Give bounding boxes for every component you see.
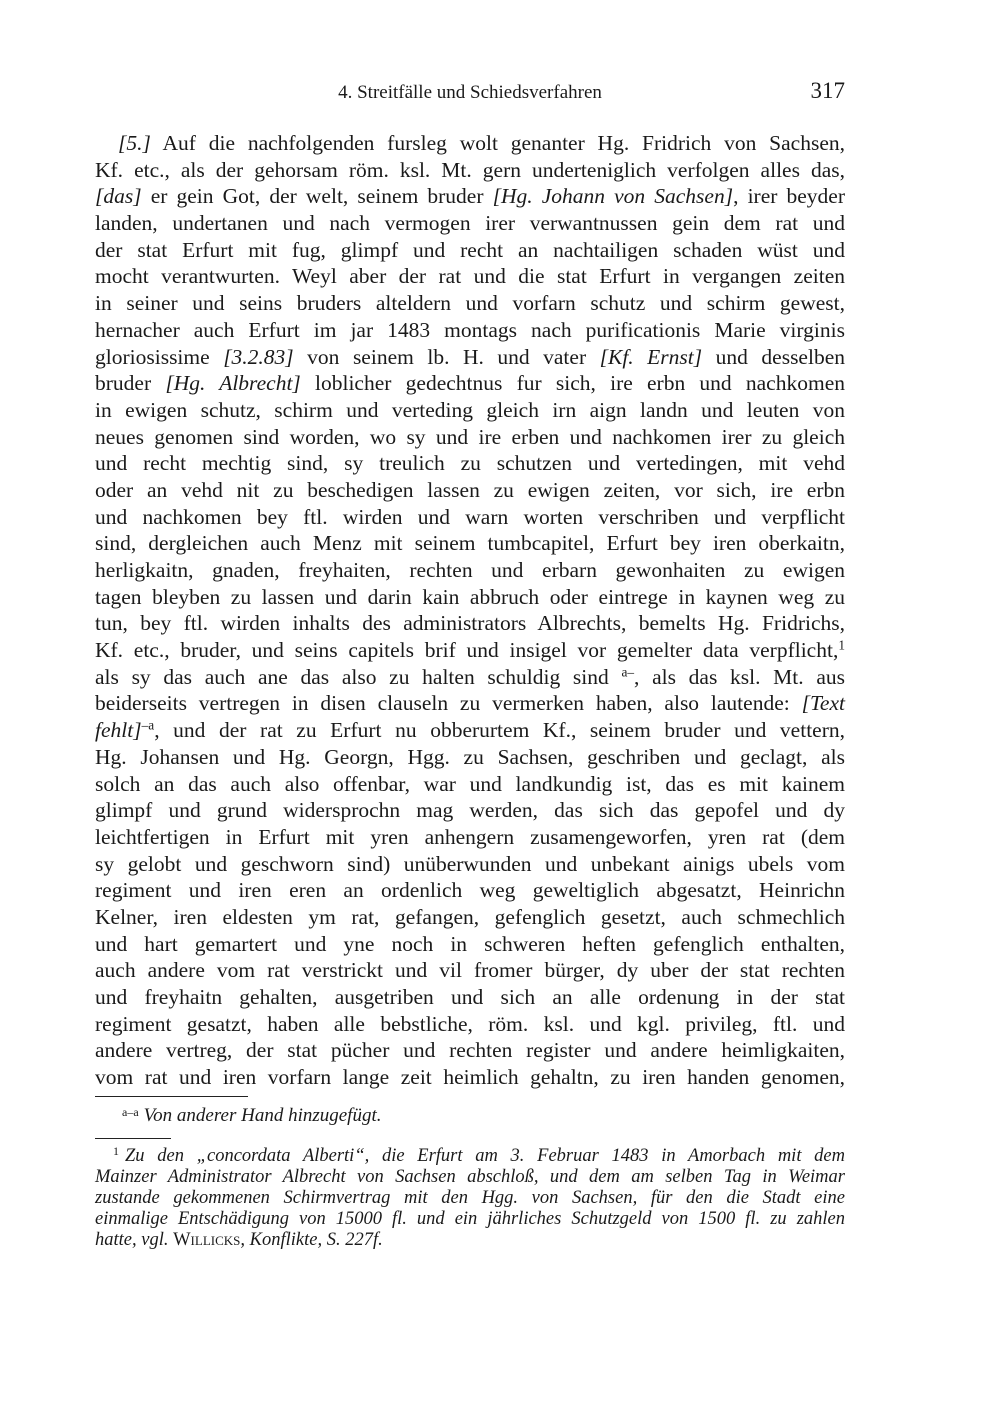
text-segment: in seiner und seins bruders alteldern und vorfarn schutz und schirm gewest, (95, 291, 845, 316)
text-segment: hatte, vgl. (95, 1230, 174, 1250)
text-line (95, 957, 845, 984)
text-line (95, 1209, 845, 1230)
text-line (95, 370, 845, 397)
text-line (95, 584, 845, 611)
text-line (95, 557, 845, 584)
text-line (95, 450, 845, 477)
text-segment: sind, dergleichen auch Menz mit seinem tumbcapitel, Erfurt bey iren oberkaitn, (95, 531, 845, 556)
text-segment: regiment gesatzt, haben alle bebstliche, röm. ksl. und kgl. privileg, ftl. und (95, 1011, 845, 1036)
text-line (95, 1011, 845, 1038)
text-segment: landen, undertanen und nach vermogen irer verwantnussen gein dem rat und (95, 211, 845, 236)
editorial-note: [5.] (118, 131, 151, 155)
text-segment: und hart gemartert und yne noch in schweren heften gefenglich enthalten, (95, 931, 845, 956)
editorial-note: [Hg. Albrecht] (165, 371, 301, 396)
text-segment: Mainzer Administrator Albrecht von Sachsen abschloß, und dem am selben Tag in Weimar (95, 1167, 845, 1187)
text-line (95, 610, 845, 637)
text-line (95, 690, 845, 717)
footnote-reference: 1 (838, 637, 845, 653)
footnote-reference: a– (621, 664, 635, 680)
text-segment: Kf. etc., bruder, und seins capitels brif und insigel vor gemelter data verpflicht, (95, 638, 839, 663)
text-segment: oder an vehd nit zu beschedigen lassen zu ewigen zeiten, vor sich, ire erbn (95, 477, 845, 502)
text-segment: und recht mechtig sind, sy treulich zu schutzen und vertedingen, mit vehd (95, 451, 845, 476)
text-segment: tun, bey ftl. wirden inhalts des administrators Albrechts, bemelts Hg. Fridrichs, (95, 611, 845, 636)
text-segment: zustande gekommenen Schirmvertrag mit den Hgg. von Sachsen, für den die Stadt eine (95, 1188, 845, 1208)
text-segment: Zu den „concordata Alberti“, die Erfurt am 3. Februar 1483 in Amorbach mit dem (125, 1146, 845, 1166)
text-line (95, 1230, 845, 1251)
text-segment: Auf die nachfolgenden fursleg wolt genanter Hg. Fridrich von Sachsen, (150, 131, 845, 155)
text-segment: , Konflikte, S. 227f. (240, 1230, 383, 1250)
text-line (95, 317, 845, 344)
text-line (95, 1146, 845, 1167)
text-segment: hernacher auch Erfurt im jar 1483 montags nach purificationis Marie virginis (95, 317, 845, 342)
text-segment: sy gelobt und geschworn sind) unüberwunden und unbekant ainigs ubels vom (95, 851, 845, 876)
text-segment: andere vertreg, der stat pücher und rechten register und andere heimligkaiten, (95, 1038, 845, 1063)
text-segment: in ewigen schutz, schirm und verteding gleich irn aign landn und leuten von (95, 397, 845, 422)
text-line (95, 210, 845, 237)
text-segment: auch andere vom rat verstrickt und vil fromer bürger, dy uber der stat rechten (95, 958, 845, 983)
text-segment: beiderseits vertregen in disen clauseln zu vermerken haben, also lautende: (95, 691, 802, 716)
footnote-reference: 1 (113, 1144, 119, 1158)
editorial-note: fehlt] (95, 718, 142, 743)
text-line (95, 744, 845, 771)
text-line (95, 130, 845, 157)
text-segment: , und der rat zu Erfurt nu obberurtem Kf., seinem bruder und vettern, (154, 718, 845, 743)
text-segment: loblicher gedechtnus fur sich, ire erbn und nachkomen (300, 371, 845, 396)
text-segment: herligkaitn, gnaden, freyhaiten, rechten und erbarn gewonhaiten zu ewigen (95, 558, 845, 582)
text-segment: und desselben (702, 344, 845, 369)
text-segment: er gein Got, der welt, seinem bruder (141, 184, 493, 209)
text-segment: vom rat und iren vorfarn lange zeit heimlich gehaltn, zu iren handen genomen, (95, 1065, 845, 1090)
text-segment: solch an das auch also offenbar, war und landkundig ist, das es mit kainem (95, 771, 845, 796)
text-segment: als sy das auch ane das also zu halten schuldig sind (95, 664, 622, 689)
text-line (95, 157, 845, 184)
text-segment: Kf. etc., als der gehorsam röm. ksl. Mt. gern underteniglich verfolgen alles das, (95, 157, 845, 182)
page-number: 317 (810, 78, 845, 103)
text-line (95, 237, 845, 264)
text-segment: und freyhaitn gehalten, ausgetriben und sich an alle ordenung in der stat (95, 985, 845, 1009)
text-line (95, 290, 845, 317)
text-line (95, 984, 845, 1011)
editorial-note: [Text (801, 691, 845, 716)
text-line (95, 1037, 845, 1064)
text-segment: tagen bleyben zu lassen und darin kain abbruch oder eintrege in kaynen weg zu (95, 584, 845, 609)
text-segment: , als das ksl. Mt. aus (634, 664, 845, 689)
text-line (95, 664, 845, 691)
text-segment: neues genomen sind worden, wo sy und ire erben und nachkomen irer zu gleich (95, 424, 845, 449)
text-segment: regiment und iren eren an ordenlich weg geweltiglich abgesatzt, Heinrichn (95, 878, 845, 903)
footnote-a-text: Von anderer Hand hinzugefügt. (143, 1105, 382, 1126)
text-line (95, 1167, 845, 1188)
text-line (95, 877, 845, 904)
text-line (95, 824, 845, 851)
text-line (95, 504, 845, 531)
text-segment: und nachkomen bey ftl. wirden und warn worten verschriben und verpflicht (95, 504, 845, 529)
text-line (95, 771, 845, 798)
text-segment: glimpf und grund widersprochn mag werden, das sich das gepofel und dy (95, 798, 845, 823)
text-line (95, 263, 845, 290)
editorial-note: [Hg. Johann von Sachsen] (492, 184, 734, 209)
text-segment: bruder (95, 371, 166, 396)
text-segment: , irer beyder (733, 184, 845, 209)
text-segment: der stat Erfurt mit fug, glimpf und recht an nachtailigen schaden wüst und (95, 237, 845, 262)
text-segment: einmalige Entschädigung von 15000 fl. und ein jährliches Schutzgeld von 1500 fl. zu zahlen (95, 1209, 845, 1229)
text-line (95, 904, 845, 931)
text-line (95, 1188, 845, 1209)
text-line (95, 1064, 845, 1091)
text-line (95, 183, 845, 210)
main-text (95, 130, 845, 1091)
footnote-1 (95, 1146, 845, 1251)
text-line (95, 851, 845, 878)
text-line (95, 530, 845, 557)
text-line (95, 637, 845, 664)
editorial-note: [3.2.83] (223, 344, 294, 369)
text-line (95, 797, 845, 824)
footnote-divider (95, 1138, 171, 1139)
text-segment: mocht verantwurten. Weyl aber der rat und die stat Erfurt in vergangen zeiten (95, 264, 845, 289)
running-title: 4. Streitfälle und Schiedsverfahren (338, 82, 602, 103)
footnote-divider (95, 1096, 248, 1097)
text-line (95, 717, 845, 744)
text-segment: leichtfertigen in Erfurt mit yren anhengern zusamengeworfen, yren rat (dem (95, 824, 845, 849)
text-segment: Hg. Johansen und Hg. Georgn, Hgg. zu Sachsen, geschriben und geclagt, als (95, 744, 845, 769)
text-line (95, 931, 845, 958)
footnote-a (95, 1100, 845, 1128)
text-segment: von seinem lb. H. und vater (293, 344, 600, 369)
editorial-note: [das] (95, 184, 142, 209)
text-line (95, 397, 845, 424)
text-segment: gloriosissime (95, 344, 224, 369)
text-segment: Kelner, iren eldesten ym rat, gefangen, gefenglich gesetzt, auch schmechlich (95, 904, 845, 929)
text-segment: Willicks (173, 1230, 241, 1250)
editorial-note: [Kf. Ernst] (599, 344, 703, 369)
page-header (95, 78, 845, 108)
text-line (95, 424, 845, 451)
text-line (95, 477, 845, 504)
footnote-reference: –a (141, 717, 155, 733)
text-line (95, 344, 845, 371)
footnote-a-mark: a–a (122, 1105, 139, 1119)
